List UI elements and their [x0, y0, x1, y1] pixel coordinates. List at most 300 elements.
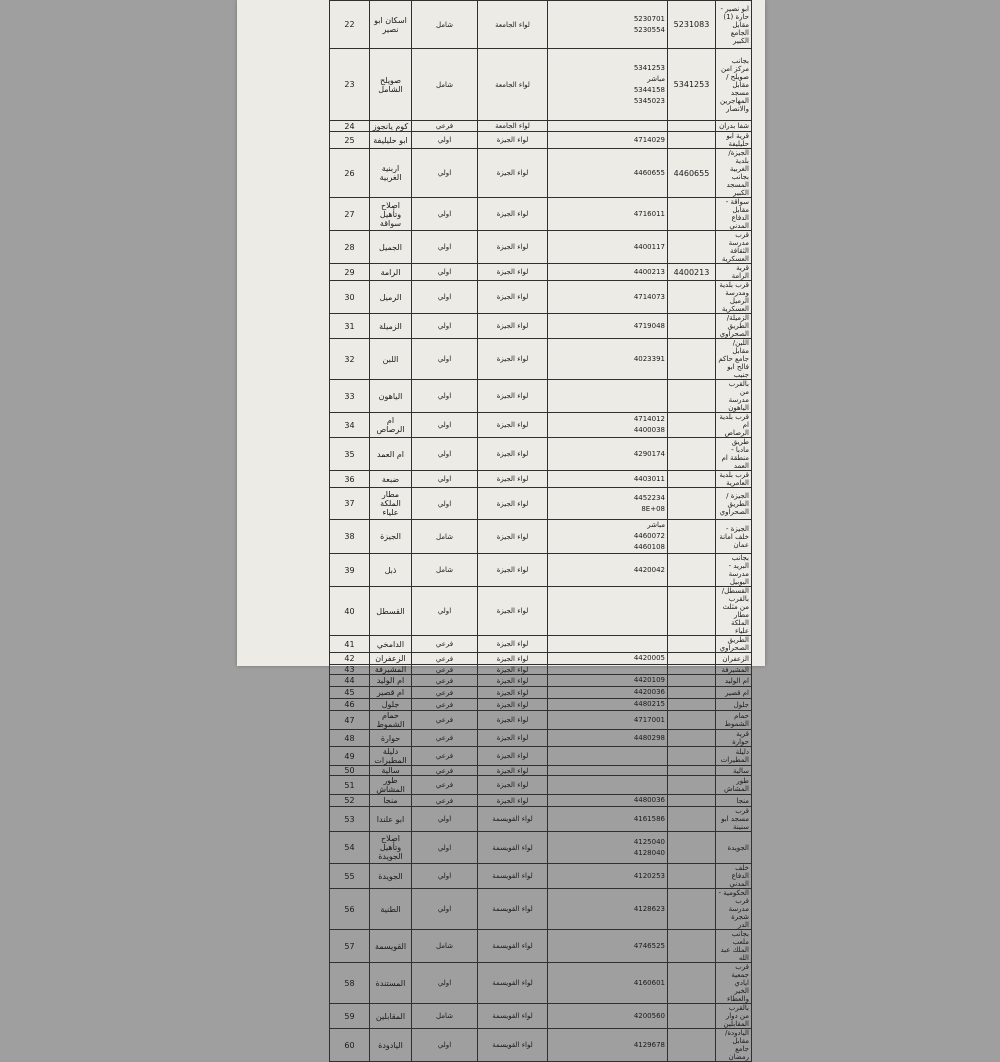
center-type: شامل	[412, 930, 478, 963]
center-name: القويسمة	[370, 930, 412, 963]
phone-numbers	[548, 198, 668, 231]
phone-numbers	[548, 1029, 668, 1062]
table-row	[330, 889, 752, 930]
table-row	[330, 864, 752, 889]
phone-numbers	[548, 636, 668, 653]
phone-number: 4120253	[633, 871, 665, 880]
center-name: مطار الملكة علياء	[370, 488, 412, 520]
row-number: 30	[330, 281, 370, 314]
row-number: 26	[330, 149, 370, 198]
phone-numbers	[548, 380, 668, 413]
table-row	[330, 198, 752, 231]
center-type: فرعي	[412, 675, 478, 687]
district: لواء الجيزة	[478, 264, 548, 281]
center-type: اولي	[412, 963, 478, 1004]
district: لواء الجيزة	[478, 711, 548, 730]
district: لواء القويسمة	[478, 930, 548, 963]
center-type: فرعي	[412, 636, 478, 653]
district: لواء الجيزة	[478, 554, 548, 587]
center-name: الياهون	[370, 380, 412, 413]
center-name: المقابلين	[370, 1004, 412, 1029]
table-row	[330, 264, 752, 281]
center-name: دليلة المطيرات	[370, 747, 412, 766]
table-row	[330, 132, 752, 149]
table-row	[330, 1, 752, 49]
row-number: 32	[330, 339, 370, 380]
center-type: اولي	[412, 438, 478, 471]
row-number: 51	[330, 776, 370, 795]
fax-number	[668, 132, 716, 149]
address: حمام الشموط	[716, 711, 752, 730]
center-name: الرامة	[370, 264, 412, 281]
address: الطريق الصحراوي	[716, 636, 752, 653]
row-number: 37	[330, 488, 370, 520]
phone-number: 4452234	[633, 493, 665, 502]
fax-number	[668, 711, 716, 730]
row-number: 42	[330, 653, 370, 665]
address: دليلة المطيرات	[716, 747, 752, 766]
row-number: 44	[330, 675, 370, 687]
row-number: 35	[330, 438, 370, 471]
address: سالية	[716, 766, 752, 776]
district: لواء القويسمة	[478, 1004, 548, 1029]
phone-number: 4200560	[633, 1011, 665, 1020]
district: لواء الجامعة	[478, 121, 548, 132]
center-type: فرعي	[412, 730, 478, 747]
fax-number	[668, 665, 716, 675]
center-type: اولي	[412, 149, 478, 198]
row-number: 28	[330, 231, 370, 264]
phone-number: 5344158	[633, 85, 665, 94]
row-number: 59	[330, 1004, 370, 1029]
address: اليادودة/مقابل جامع رمضان	[716, 1029, 752, 1062]
center-name: القسطل	[370, 587, 412, 636]
fax-number: 4400213	[668, 264, 716, 281]
district: لواء الجيزة	[478, 776, 548, 795]
district: لواء الجيزة	[478, 231, 548, 264]
center-type: فرعي	[412, 766, 478, 776]
phone-number: 4420036	[633, 688, 665, 696]
fax-number: 4460655	[668, 149, 716, 198]
row-number: 22	[330, 1, 370, 49]
phone-number: 4716011	[633, 209, 665, 218]
fax-number: 5341253	[668, 49, 716, 121]
fax-number	[668, 554, 716, 587]
phone-number: 4400117	[633, 242, 665, 251]
center-type: اولي	[412, 807, 478, 832]
district: لواء الجيزة	[478, 665, 548, 675]
fax-number	[668, 889, 716, 930]
row-number: 38	[330, 520, 370, 554]
center-name: ام قصير	[370, 687, 412, 699]
table-row	[330, 1029, 752, 1062]
address: سواقة - مقابل الدفاع المدني	[716, 198, 752, 231]
row-number: 41	[330, 636, 370, 653]
phone-numbers	[548, 438, 668, 471]
phone-numbers	[548, 554, 668, 587]
center-name: اللبن	[370, 339, 412, 380]
address: الزعفران	[716, 653, 752, 665]
district: لواء القويسمة	[478, 864, 548, 889]
district: لواء الجيزة	[478, 198, 548, 231]
table-body	[330, 1, 752, 1062]
address: قرية ابو حليليفة	[716, 132, 752, 149]
phone-number: 4420005	[633, 654, 665, 662]
phone-number: 4714012	[633, 415, 665, 423]
row-number: 23	[330, 49, 370, 121]
district: لواء الجيزة	[478, 281, 548, 314]
fax-number	[668, 1004, 716, 1029]
center-name: منجا	[370, 795, 412, 807]
table-row	[330, 488, 752, 520]
center-name: ابو حليليفة	[370, 132, 412, 149]
phone-number: 4460655	[633, 168, 665, 177]
phone-numbers	[548, 339, 668, 380]
phone-numbers	[548, 231, 668, 264]
row-number: 25	[330, 132, 370, 149]
row-number: 52	[330, 795, 370, 807]
phone-numbers	[548, 520, 668, 554]
phone-number: مباشر	[647, 521, 665, 529]
address: المشيرفة	[716, 665, 752, 675]
phone-numbers	[548, 711, 668, 730]
row-number: 31	[330, 314, 370, 339]
table-row	[330, 1004, 752, 1029]
fax-number	[668, 930, 716, 963]
center-type: فرعي	[412, 121, 478, 132]
phone-number: 4746525	[633, 941, 665, 950]
district: لواء القويسمة	[478, 889, 548, 930]
center-type: اولي	[412, 132, 478, 149]
district: لواء الجيزة	[478, 149, 548, 198]
district: لواء الجيزة	[478, 636, 548, 653]
row-number: 53	[330, 807, 370, 832]
phone-numbers	[548, 665, 668, 675]
fax-number	[668, 380, 716, 413]
center-type: اولي	[412, 413, 478, 438]
center-name: اليادودة	[370, 1029, 412, 1062]
address: الحكومية - قرب مدرسة شجرة الدر	[716, 889, 752, 930]
center-type: اولي	[412, 281, 478, 314]
table-row	[330, 471, 752, 488]
phone-numbers	[548, 121, 668, 132]
phone-numbers	[548, 930, 668, 963]
row-number: 54	[330, 832, 370, 864]
center-name: حمام الشموط	[370, 711, 412, 730]
phone-number: 4400213	[633, 267, 665, 276]
table-row	[330, 636, 752, 653]
district: لواء الجامعة	[478, 1, 548, 49]
fax-number	[668, 438, 716, 471]
address: بجانب ملعب الملك عبد الله	[716, 930, 752, 963]
center-name: ذبل	[370, 554, 412, 587]
district: لواء الجيزة	[478, 747, 548, 766]
row-number: 27	[330, 198, 370, 231]
fax-number	[668, 687, 716, 699]
phone-number: 4403011	[633, 474, 665, 483]
row-number: 47	[330, 711, 370, 730]
fax-number	[668, 807, 716, 832]
fax-number	[668, 198, 716, 231]
center-name: الزميلة	[370, 314, 412, 339]
row-number: 58	[330, 963, 370, 1004]
row-number: 60	[330, 1029, 370, 1062]
phone-number: 4160601	[633, 978, 665, 987]
phone-numbers	[548, 776, 668, 795]
row-number: 24	[330, 121, 370, 132]
table-row	[330, 587, 752, 636]
fax-number	[668, 730, 716, 747]
center-type: شامل	[412, 1, 478, 49]
table-row	[330, 380, 752, 413]
phone-numbers	[548, 314, 668, 339]
district: لواء الجيزة	[478, 520, 548, 554]
center-type: اولي	[412, 488, 478, 520]
center-name: صويلح الشامل	[370, 49, 412, 121]
phone-number: 4128623	[633, 904, 665, 913]
table-row	[330, 747, 752, 766]
address: قرب بلدية العامرية	[716, 471, 752, 488]
phone-number: 4714029	[633, 135, 665, 144]
row-number: 36	[330, 471, 370, 488]
address: الجيزة / الطريق الصحراوي	[716, 488, 752, 520]
address: الزميلة/الطريق الصحراوي	[716, 314, 752, 339]
center-name: ام العمد	[370, 438, 412, 471]
center-name: الجميل	[370, 231, 412, 264]
address: الجيزة - خلف امانة عمان	[716, 520, 752, 554]
phone-number: 4717001	[633, 715, 665, 724]
district: لواء الجيزة	[478, 795, 548, 807]
address: ابو نصير - حارة (1) مقابل الجامع الكبير	[716, 1, 752, 49]
row-number: 39	[330, 554, 370, 587]
address: بالقرب من مدرسة الياهون	[716, 380, 752, 413]
center-name: الزعفران	[370, 653, 412, 665]
center-type: فرعي	[412, 653, 478, 665]
phone-numbers	[548, 675, 668, 687]
phone-numbers	[548, 149, 668, 198]
fax-number	[668, 520, 716, 554]
fax-number	[668, 587, 716, 636]
table-row	[330, 520, 752, 554]
center-name: الدامخي	[370, 636, 412, 653]
center-type: شامل	[412, 554, 478, 587]
address: قرب بلدية ومدرسة الرميل العسكرية	[716, 281, 752, 314]
row-number: 45	[330, 687, 370, 699]
district: لواء القويسمة	[478, 963, 548, 1004]
district: لواء الجيزة	[478, 675, 548, 687]
address: اللبن/مقابل جامع حاكم فالح ابو جنيب	[716, 339, 752, 380]
center-type: فرعي	[412, 687, 478, 699]
phone-number: 4714073	[633, 292, 665, 301]
phone-numbers	[548, 730, 668, 747]
fax-number	[668, 963, 716, 1004]
phone-numbers	[548, 587, 668, 636]
address: الجيزة/ بلدية الغربية بجانب المسجد الكبير	[716, 149, 752, 198]
table-row	[330, 554, 752, 587]
address: بجانب مركز امن صويلح / مقابل مسجد المهاجرين والانصار	[716, 49, 752, 121]
district: لواء الجيزة	[478, 766, 548, 776]
district: لواء الجيزة	[478, 653, 548, 665]
district: لواء الجيزة	[478, 699, 548, 711]
fax-number	[668, 864, 716, 889]
phone-numbers	[548, 488, 668, 520]
center-type: اولي	[412, 832, 478, 864]
phone-numbers	[548, 963, 668, 1004]
address: ام قصير	[716, 687, 752, 699]
center-name: الجويدة	[370, 864, 412, 889]
scanned-page	[237, 0, 765, 1061]
center-name: حوارة	[370, 730, 412, 747]
table-row	[330, 766, 752, 776]
center-type: اولي	[412, 231, 478, 264]
district: لواء الجيزة	[478, 687, 548, 699]
phone-numbers	[548, 864, 668, 889]
district: لواء القويسمة	[478, 1029, 548, 1062]
fax-number	[668, 471, 716, 488]
phone-numbers	[548, 281, 668, 314]
center-name: الطنية	[370, 889, 412, 930]
address: ام الوليد	[716, 675, 752, 687]
phone-numbers	[548, 766, 668, 776]
center-type: فرعي	[412, 699, 478, 711]
address: جلول	[716, 699, 752, 711]
row-number: 56	[330, 889, 370, 930]
fax-number: 5231083	[668, 1, 716, 49]
center-type: اولي	[412, 339, 478, 380]
address: قرية حوارة	[716, 730, 752, 747]
table-row	[330, 776, 752, 795]
center-type: اولي	[412, 198, 478, 231]
phone-number: 4290174	[633, 449, 665, 458]
fax-number	[668, 766, 716, 776]
fax-number	[668, 747, 716, 766]
row-number: 29	[330, 264, 370, 281]
table-row	[330, 930, 752, 963]
address: القسطل/بالقرب من مثلث مطار الملكة علياء	[716, 587, 752, 636]
table-row	[330, 832, 752, 864]
center-name: المشيرفة	[370, 665, 412, 675]
center-type: شامل	[412, 520, 478, 554]
address: قرب جمعية ايادي الخير والعطاء	[716, 963, 752, 1004]
row-number: 55	[330, 864, 370, 889]
phone-numbers	[548, 832, 668, 864]
district: لواء الجيزة	[478, 471, 548, 488]
address: قرية الرامة	[716, 264, 752, 281]
phone-number: 5230701	[633, 14, 665, 23]
district: لواء الجيزة	[478, 314, 548, 339]
phone-number: 4460108	[633, 543, 665, 551]
phone-number: 4023391	[633, 354, 665, 363]
phone-numbers	[548, 747, 668, 766]
district: لواء الجيزة	[478, 488, 548, 520]
table-row	[330, 413, 752, 438]
center-name: اربنية الغربية	[370, 149, 412, 198]
center-name: المستندة	[370, 963, 412, 1004]
fax-number	[668, 776, 716, 795]
table-row	[330, 963, 752, 1004]
center-type: اولي	[412, 380, 478, 413]
phone-number: 4161586	[633, 814, 665, 823]
address: طريق مادبا - منطقة ام العمد	[716, 438, 752, 471]
address: منجا	[716, 795, 752, 807]
row-number: 50	[330, 766, 370, 776]
fax-number	[668, 231, 716, 264]
fax-number	[668, 699, 716, 711]
center-type: فرعي	[412, 711, 478, 730]
address: شفا بدران	[716, 121, 752, 132]
phone-numbers	[548, 49, 668, 121]
address: طور المشاش	[716, 776, 752, 795]
phone-number: 4420109	[633, 676, 665, 684]
row-number: 34	[330, 413, 370, 438]
district: لواء الجيزة	[478, 380, 548, 413]
fax-number	[668, 339, 716, 380]
phone-number: 5341253	[633, 63, 665, 72]
district: لواء القويسمة	[478, 807, 548, 832]
table-row	[330, 730, 752, 747]
address: خلف الدفاع المدني	[716, 864, 752, 889]
phone-number: 4480036	[633, 796, 665, 804]
center-type: اولي	[412, 314, 478, 339]
address: بجانب البريد - مدرسة اليوبيل	[716, 554, 752, 587]
center-type: فرعي	[412, 747, 478, 766]
row-number: 48	[330, 730, 370, 747]
phone-numbers	[548, 699, 668, 711]
center-type: فرعي	[412, 776, 478, 795]
district: لواء الجامعة	[478, 49, 548, 121]
phone-number: 5230554	[633, 25, 665, 34]
center-name: الرميل	[370, 281, 412, 314]
phone-number: 4460072	[633, 532, 665, 540]
address: قرب مدرسة الثقافة العسكرية	[716, 231, 752, 264]
phone-number: 4129678	[633, 1040, 665, 1049]
fax-number	[668, 413, 716, 438]
center-name: ام الرصاص	[370, 413, 412, 438]
center-type: اولي	[412, 864, 478, 889]
table-row	[330, 231, 752, 264]
center-name: جلول	[370, 699, 412, 711]
row-number: 33	[330, 380, 370, 413]
fax-number	[668, 675, 716, 687]
center-type: اولي	[412, 587, 478, 636]
district: لواء الجيزة	[478, 730, 548, 747]
table-row	[330, 49, 752, 121]
table-row	[330, 281, 752, 314]
fax-number	[668, 636, 716, 653]
center-name: الجيزة	[370, 520, 412, 554]
row-number: 43	[330, 665, 370, 675]
phone-number: مباشر	[647, 74, 665, 83]
address: قرب مسجد ابو سنينة	[716, 807, 752, 832]
center-type: اولي	[412, 889, 478, 930]
phone-numbers	[548, 413, 668, 438]
table-row	[330, 653, 752, 665]
center-name: ام الوليد	[370, 675, 412, 687]
district: لواء الجيزة	[478, 132, 548, 149]
phone-numbers	[548, 653, 668, 665]
district: لواء القويسمة	[478, 832, 548, 864]
table-row	[330, 687, 752, 699]
district: لواء الجيزة	[478, 339, 548, 380]
table-row	[330, 699, 752, 711]
phone-number: 4125040	[633, 837, 665, 846]
center-type: شامل	[412, 49, 478, 121]
phone-number: 4420042	[633, 565, 665, 574]
center-name: اسكان ابو نصير	[370, 1, 412, 49]
phone-numbers	[548, 132, 668, 149]
center-name: ابو علندا	[370, 807, 412, 832]
district: لواء الجيزة	[478, 413, 548, 438]
